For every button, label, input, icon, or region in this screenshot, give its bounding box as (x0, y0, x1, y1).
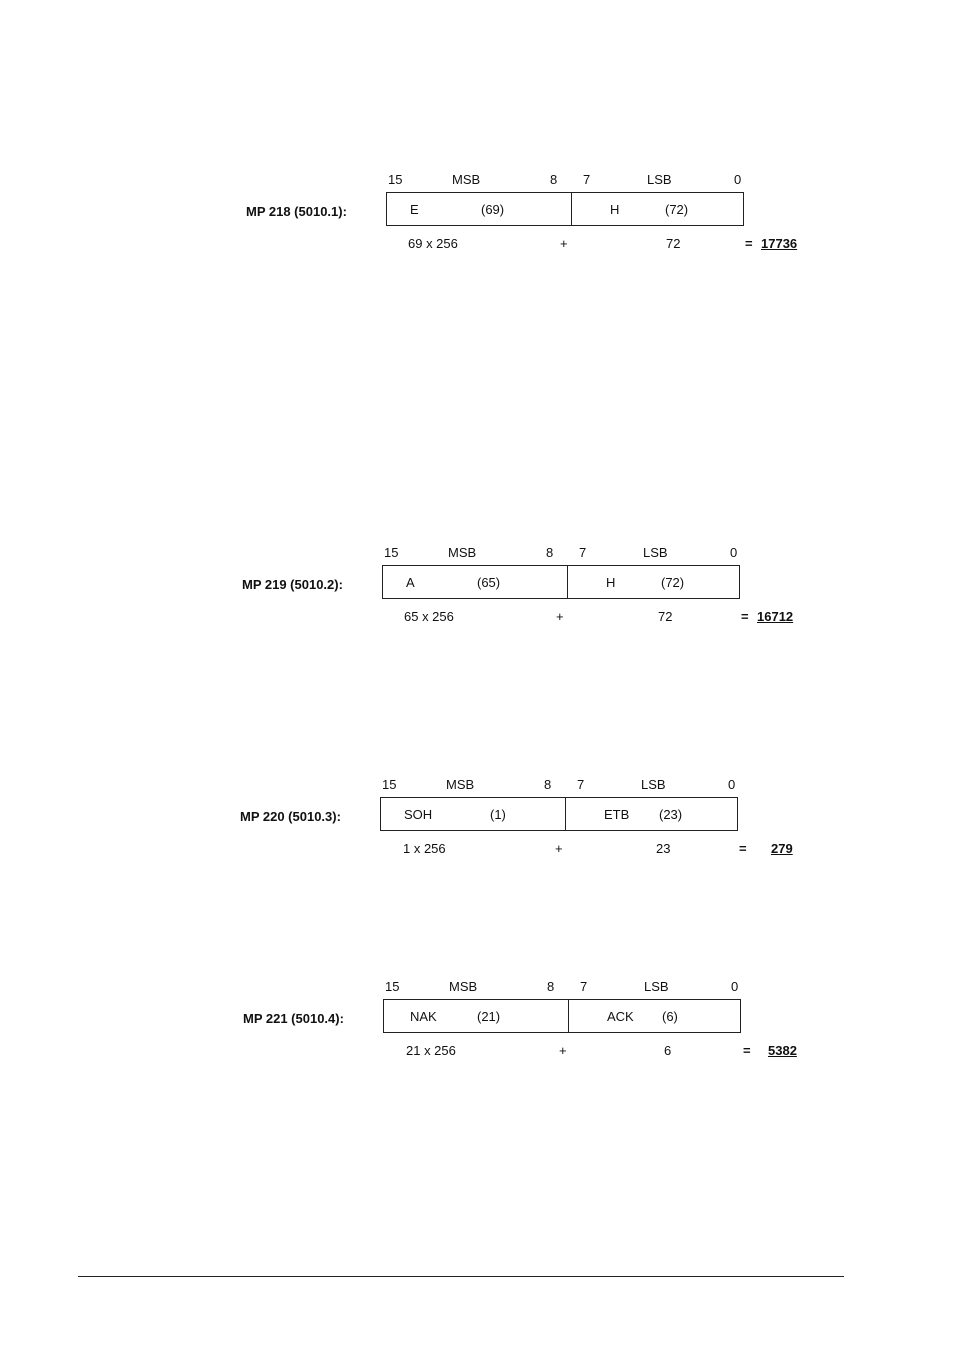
plus-sign: + (559, 1043, 567, 1058)
msb-expression: 21 x 256 (406, 1043, 456, 1058)
msb-char: A (406, 575, 415, 590)
register-diagram-mp221 (243, 979, 823, 1071)
msb-code: (1) (490, 807, 506, 822)
lsb-cell (568, 566, 739, 598)
equals-sign: = (745, 236, 753, 251)
register-box (382, 565, 740, 599)
lsb-char: H (606, 575, 616, 590)
msb-expression: 65 x 256 (404, 609, 454, 624)
plus-sign: + (556, 609, 564, 624)
msb-char: E (410, 202, 419, 217)
bit-0-label: 0 (730, 545, 738, 560)
bit-15-label: 15 (385, 979, 400, 994)
lsb-value: 72 (666, 236, 681, 251)
register-label: MP 220 (5010.3): (240, 809, 341, 824)
bit-0-label: 0 (728, 777, 736, 792)
msb-cell (383, 566, 568, 598)
lsb-code: (72) (665, 202, 689, 217)
msb-label: MSB (452, 172, 481, 187)
lsb-cell (569, 1000, 740, 1032)
lsb-code: (23) (659, 807, 683, 822)
register-diagram-mp220 (240, 777, 820, 869)
msb-label: MSB (446, 777, 475, 792)
lsb-cell (566, 798, 737, 830)
result-value: 5382 (768, 1043, 797, 1058)
lsb-value: 23 (656, 841, 671, 856)
lsb-cell (572, 193, 743, 225)
lsb-label: LSB (643, 545, 668, 560)
register-box (386, 192, 744, 226)
register-label: MP 218 (5010.1): (246, 204, 347, 219)
register-box (383, 999, 741, 1033)
bit-8-label: 8 (547, 979, 555, 994)
msb-cell (384, 1000, 569, 1032)
bit-7-label: 7 (577, 777, 585, 792)
result-value: 16712 (757, 609, 794, 624)
lsb-label: LSB (644, 979, 669, 994)
result-value: 279 (771, 841, 793, 856)
lsb-char: ACK (607, 1009, 634, 1024)
lsb-char: H (610, 202, 620, 217)
lsb-label: LSB (647, 172, 672, 187)
bit-15-label: 15 (382, 777, 397, 792)
bit-8-label: 8 (550, 172, 558, 187)
register-box (380, 797, 738, 831)
msb-expression: 69 x 256 (408, 236, 458, 251)
lsb-code: (72) (661, 575, 685, 590)
lsb-label: LSB (641, 777, 666, 792)
equals-sign: = (743, 1043, 751, 1058)
plus-sign: + (560, 236, 568, 251)
lsb-char: ETB (604, 807, 630, 822)
result-value: 17736 (761, 236, 798, 251)
msb-char: NAK (410, 1009, 437, 1024)
plus-sign: + (555, 841, 563, 856)
msb-char: SOH (404, 807, 433, 822)
bit-15-label: 15 (388, 172, 403, 187)
bit-15-label: 15 (384, 545, 399, 560)
register-diagram-mp218 (246, 172, 826, 264)
footer-divider (78, 1276, 844, 1277)
msb-expression: 1 x 256 (403, 841, 446, 856)
msb-label: MSB (448, 545, 477, 560)
bit-8-label: 8 (544, 777, 552, 792)
bit-7-label: 7 (583, 172, 591, 187)
lsb-value: 72 (658, 609, 673, 624)
bit-7-label: 7 (579, 545, 587, 560)
equals-sign: = (739, 841, 747, 856)
register-diagram-mp219 (242, 545, 822, 637)
register-label: MP 221 (5010.4): (243, 1011, 344, 1026)
msb-code: (65) (477, 575, 501, 590)
msb-label: MSB (449, 979, 478, 994)
msb-code: (21) (477, 1009, 501, 1024)
bit-7-label: 7 (580, 979, 588, 994)
equals-sign: = (741, 609, 749, 624)
bit-0-label: 0 (731, 979, 739, 994)
bit-8-label: 8 (546, 545, 554, 560)
msb-code: (69) (481, 202, 505, 217)
msb-cell (387, 193, 572, 225)
lsb-value: 6 (664, 1043, 672, 1058)
bit-0-label: 0 (734, 172, 742, 187)
register-label: MP 219 (5010.2): (242, 577, 343, 592)
msb-cell (381, 798, 566, 830)
lsb-code: (6) (662, 1009, 678, 1024)
